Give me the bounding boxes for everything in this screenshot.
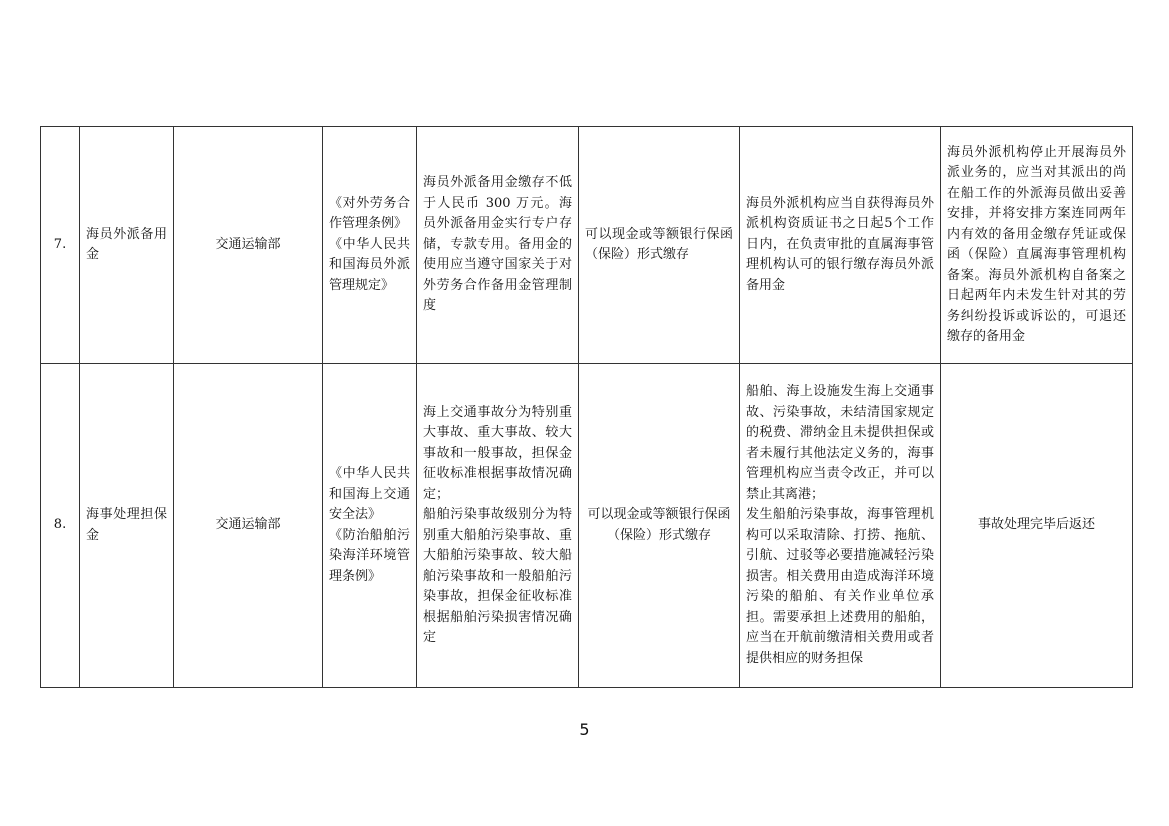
guarantee-table <box>40 126 1133 688</box>
item-name: 海员外派备用金 <box>80 127 174 364</box>
row-number: 7. <box>41 127 80 364</box>
row-number: 8. <box>41 364 80 688</box>
refund-condition: 事故处理完毕后返还 <box>941 364 1133 688</box>
legal-basis: 《对外劳务合作管理条例》 《中华人民共和国海员外派管理规定》 <box>323 127 417 364</box>
collection-standard: 海上交通事故分为特别重大事故、重大事故、较大事故和一般事故，担保金征收标准根据事故情况确定； 船舶污染事故级别分为特别重大船舶污染事故、重大船舶污染事故、较大船舶污染事故和一般船舶污染事故，担保金征收标准根据船舶污染损害情况确定 <box>417 364 579 688</box>
payment-method: 可以现金或等额银行保函（保险）形式缴存 <box>579 364 740 688</box>
page-number: 5 <box>579 720 590 739</box>
payment-method: 可以现金或等额银行保函（保险）形式缴存 <box>579 127 740 364</box>
legal-basis: 《中华人民共和国海上交通安全法》 《防治船舶污染海洋环境管理条例》 <box>323 364 417 688</box>
item-name: 海事处理担保金 <box>80 364 174 688</box>
table-row <box>41 127 1133 364</box>
payment-time: 海员外派机构应当自获得海员外派机构资质证书之日起5个工作日内，在负责审批的直属海事管理机构认可的银行缴存海员外派备用金 <box>740 127 941 364</box>
department: 交通运输部 <box>174 364 323 688</box>
refund-condition: 海员外派机构停止开展海员外派业务的，应当对其派出的尚在船工作的外派海员做出妥善安排，并将安排方案连同两年内有效的备用金缴存凭证或保函（保险）直属海事管理机构备案。海员外派机构自备案之日起两年内未发生针对其的劳务纠纷投诉或诉讼的，可退还缴存的备用金 <box>941 127 1133 364</box>
collection-standard: 海员外派备用金缴存不低于人民币 300 万元。海员外派备用金实行专户存储，专款专用。备用金的使用应当遵守国家关于对外劳务合作备用金管理制度 <box>417 127 579 364</box>
department: 交通运输部 <box>174 127 323 364</box>
payment-time: 船舶、海上设施发生海上交通事故、污染事故，未结清国家规定的税费、滞纳金且未提供担保或者未履行其他法定义务的，海事管理机构应当责令改正，并可以禁止其离港； 发生船舶污染事故，海事管理机构可以采取清除、打捞、拖航、引航、过驳等必要措施减轻污染损害。相关费用由造成海洋环境污染的船舶、有关作业单位承担。需要承担上述费用的船舶，应当在开航前缴清相关费用或者提供相应的财务担保 <box>740 364 941 688</box>
table-row <box>41 364 1133 688</box>
